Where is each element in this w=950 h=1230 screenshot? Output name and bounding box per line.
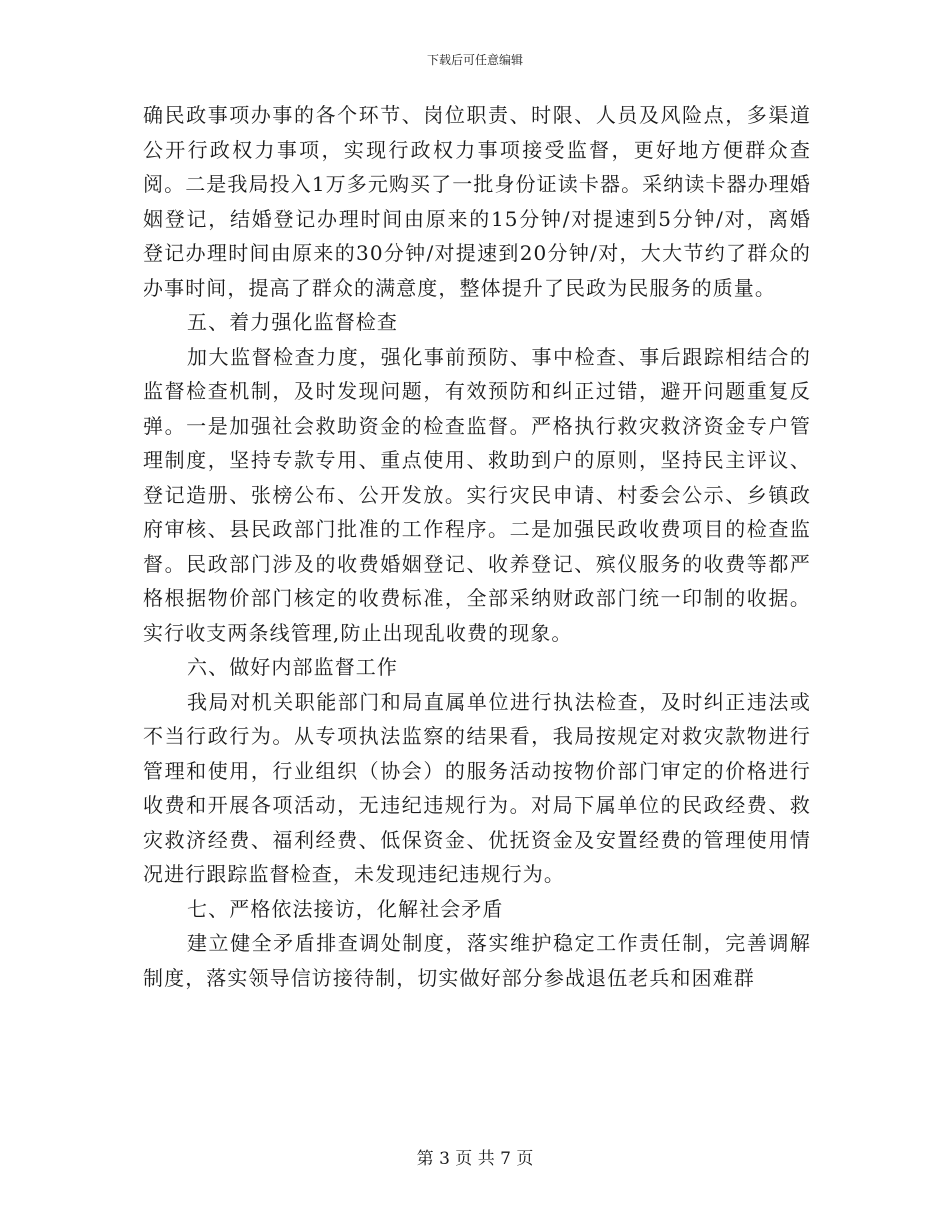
page-number-footer: 第 3 页 共 7 页 (416, 1149, 534, 1169)
section-heading-7: 七、严格依法接访，化解社会矛盾 (187, 896, 504, 921)
paragraph: 我局对机关职能部门和局直属单位进行执法检查，及时纠正违法或不当行政行为。从专项执法监察的结果看，我局按规定对救灾款物进行管理和使用，行业组织（协会）的服务活动按物价部门审定的价格进行收费和开展各项活动，无违纪违规行为。对局下属单位的民政经费、救灾救济经费、福利经费、低保资金、优抚资金及安置经费的管理使用情况进行跟踪监督检查，未发现违纪违规行为。 (143, 689, 811, 886)
section-heading-6: 六、做好内部监督工作 (187, 655, 398, 679)
paragraph: 加大监督检查力度，强化事前预防、事中检查、事后跟踪相结合的监督检查机制，及时发现问题，有效预防和纠正过错，避开问题重复反弹。一是加强社会救助资金的检查监督。严格执行救灾救济资金专户管理制度，坚持专款专用、重点使用、救助到户的原则，坚持民主评议、登记造册、张榜公布、公开发放。实行灾民申请、村委会公示、乡镇政府审核、县民政部门批准的工作程序。二是加强民政收费项目的检查监督。民政部门涉及的收费婚姻登记、收养登记、殡仪服务的收费等都严格根据物价部门核定的收费标准，全部采纳财政部门统一印制的收据。实行收支两条线管理,防止出现乱收费的现象。 (143, 344, 811, 645)
paragraph: 确民政事项办事的各个环节、岗位职责、时限、人员及风险点，多渠道公开行政权力事项，实现行政权力事项接受监督，更好地方便群众查阅。二是我局投入1万多元购买了一批身份证读卡器。采纳读卡器办理婚姻登记，结婚登记办理时间由原来的15分钟/对提速到5分钟/对，离婚登记办理时间由原来的30分钟/对提速到20分钟/对，大大节约了群众的办事时间，提高了群众的满意度，整体提升了民政为民服务的质量。 (143, 103, 811, 300)
section-heading-5: 五、着力强化监督检查 (187, 310, 398, 334)
page-header: 下载后可任意编辑 (426, 53, 523, 67)
paragraph: 建立健全矛盾排查调处制度，落实维护稳定工作责任制，完善调解制度，落实领导信访接待制，切实做好部分参战退伍老兵和困难群 (143, 931, 811, 990)
document-body (143, 98, 811, 995)
